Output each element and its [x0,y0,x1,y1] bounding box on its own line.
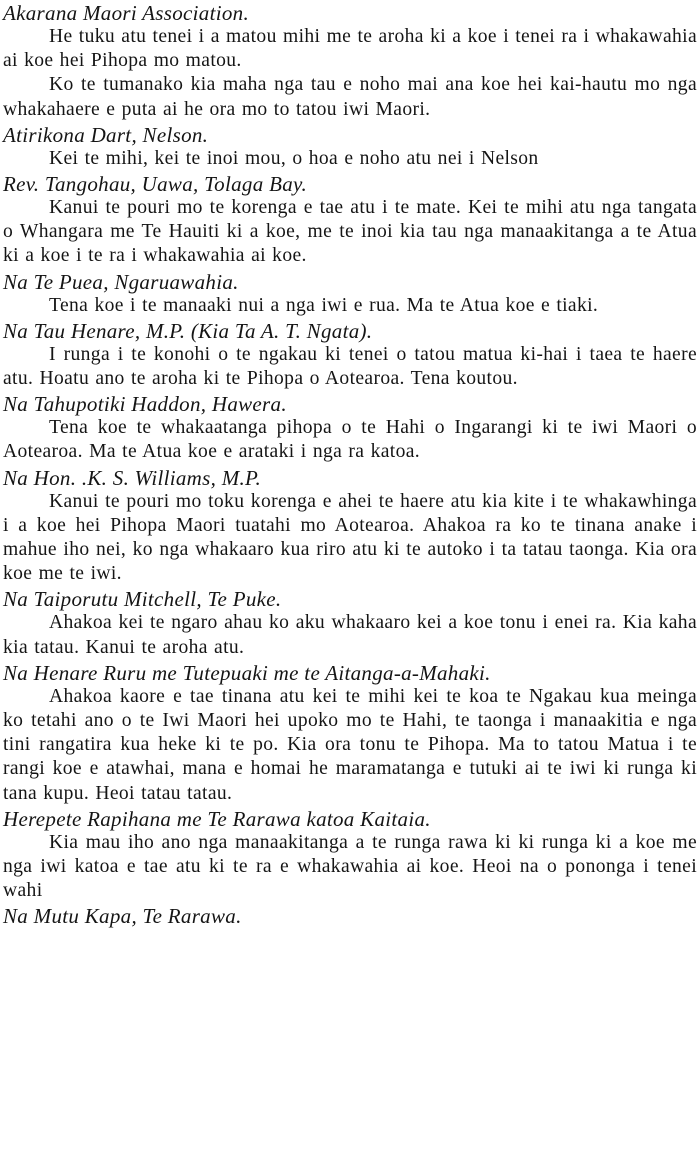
sender-heading: Rev. Tangohau, Uawa, Tolaga Bay. [3,172,308,197]
message-entry [3,122,697,171]
message-paragraph: Kei te mihi, kei te inoi mou, o hoa e noho atu nei i Nelson [49,147,539,169]
message-paragraph: Kanui te pouri mo toku korenga e ahei te haere atu kia kite i te whakawhinga i a koe hei Pihopa Maori tuatahi mo Aotearoa. Ahakoa ra ko te tinana anake i mahue iho nei, ko nga whakaaro kua riro atu ki te autoko i ta tatau taonga. Kia ora koe me te iwi. [3,490,697,585]
message-entry [3,806,697,904]
message-entry [3,171,697,269]
message-entry [3,660,697,806]
sender-heading: Herepete Rapihana me Te Rarawa katoa Kaitaia. [3,806,431,831]
sender-heading: Na Mutu Kapa, Te Rarawa. [3,904,242,929]
sender-heading: Na Henare Ruru me Tutepuaki me te Aitanga-a-Mahaki. [3,660,491,685]
message-entry [3,391,697,464]
sender-heading: Na Tahupotiki Haddon, Hawera. [3,392,287,417]
sender-heading: Na Taiporutu Mitchell, Te Puke. [3,587,282,612]
sender-heading: Na Tau Henare, M.P. (Kia Ta A. T. Ngata). [3,318,373,343]
message-paragraph: I runga i te konohi o te ngakau ki tenei o tatou matua ki-hai i taea te haere atu. Hoatu ano te aroha ki te Pihopa o Aotearoa. Tena koutou. [3,343,697,390]
message-entry [3,586,697,659]
sender-heading: Na Te Puea, Ngaruawahia. [3,269,239,294]
sender-heading: Atirikona Dart, Nelson. [3,122,209,147]
message-entry [3,269,697,318]
message-entry [3,0,697,122]
message-paragraph: Ahakoa kaore e tae tinana atu kei te mihi kei te koa te Ngakau kua meinga ko tetahi ano o te Iwi Maori hei upoko mo te Hahi, te taonga i manaakitia e nga tini rangatira kua heke ki te po. Kia ora tonu te Pihopa. Ma to tatou Matua i te rangi koe e atawhai, mana e homai he maramatanga e tutuki ai te iwi ki runga ki tana kupu. Heoi tatau tatau. [3,685,697,804]
message-paragraph: Kanui te pouri mo te korenga e tae atu i te mate. Kei te mihi atu nga tangata o Whangara me Te Hauiti ki a koe, me te inoi kia tau nga manaakitanga a te Atua ki a koe i te ra i whakawahia ai koe. [3,197,697,267]
message-entry [3,903,697,928]
document-page [3,0,697,928]
message-entry [3,465,697,587]
message-paragraph: Kia mau iho ano nga manaakitanga a te runga rawa ki ki runga ki a koe me nga iwi katoa e tae atu ki te ra e whakawahia ai koe. Heoi na o pononga i tenei wahi [3,831,697,902]
message-paragraph: Ahakoa kei te ngaro ahau ko aku whakaaro kei a koe tonu i enei ra. Kia kaha kia tatau. Kanui te aroha atu. [3,612,697,658]
message-entry [3,318,697,391]
sender-heading: Akarana Maori Association. [3,1,249,25]
message-paragraph: Tena koe i te manaaki nui a nga iwi e rua. Ma te Atua koe e tiaki. [49,294,599,316]
message-paragraph: Ko te tumanako kia maha nga tau e noho mai ana koe hei kai-hautu mo nga whakahaere e puta ai he ora mo to tatou iwi Maori. [3,74,697,120]
message-paragraph: He tuku atu tenei i a matou mihi me te aroha ki a koe i tenei ra i whakawahia ai koe hei Pihopa mo matou. [3,26,697,72]
message-paragraph: Tena koe te whakaatanga pihopa o te Hahi o Ingarangi ki te iwi Maori o Aotearoa. Ma te Atua koe e arataki i nga ra katoa. [3,417,697,463]
sender-heading: Na Hon. .K. S. Williams, M.P. [3,465,262,490]
